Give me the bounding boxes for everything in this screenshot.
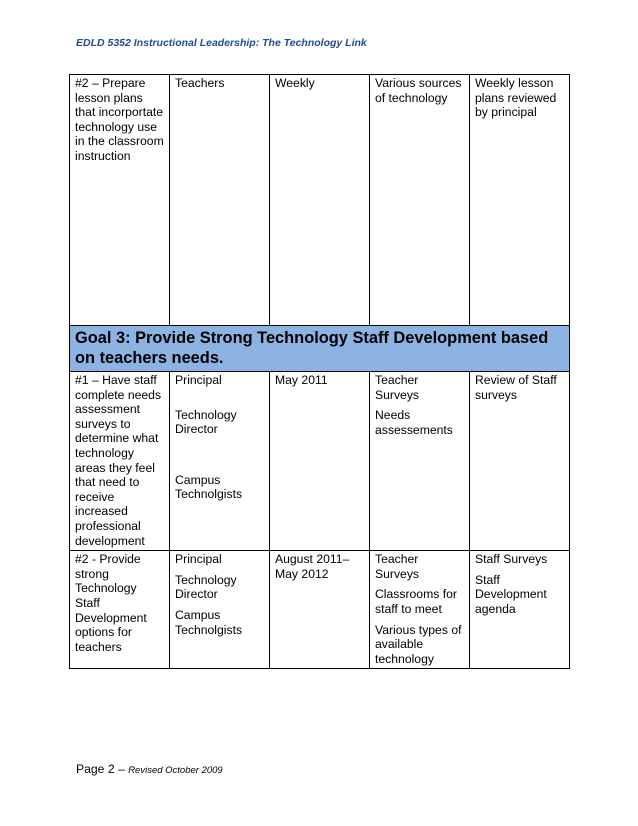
- page-header: EDLD 5352 Instructional Leadership: The Technology Link: [76, 37, 367, 49]
- person-text: Principal: [175, 373, 222, 387]
- person-cell: [170, 551, 270, 669]
- evaluation-text: Weekly lesson plans reviewed by principal: [475, 76, 557, 120]
- person-text: Campus Technolgists: [175, 472, 243, 502]
- timeline-cell: [270, 372, 370, 551]
- evaluation-cell: [470, 75, 570, 326]
- evaluation-cell: [470, 551, 570, 669]
- page-number: Page 2 –: [76, 762, 125, 776]
- resources-cell: [370, 75, 470, 326]
- resources-cell: [370, 551, 470, 669]
- objective-cell: [70, 75, 170, 326]
- resources-text: Teacher Surveys: [375, 552, 420, 581]
- person-text: Campus Technolgists: [175, 607, 243, 637]
- resources-text: Various types of available technology: [375, 622, 462, 666]
- objective-cell: [70, 551, 170, 669]
- timeline-text: August 2011– May 2012: [275, 552, 350, 581]
- resources-text: Needs assessements: [375, 408, 453, 437]
- resources-text: Teacher Surveys: [375, 373, 420, 402]
- person-text: Principal: [175, 552, 222, 567]
- page-footer: [76, 762, 223, 776]
- resources-text: Classrooms for staff to meet: [375, 587, 457, 616]
- evaluation-cell: [470, 372, 570, 551]
- goal-heading-row: [70, 326, 570, 372]
- table-row: [70, 75, 570, 326]
- timeline-cell: [270, 551, 370, 669]
- objective-text: #2 – Prepare lesson plans that incorportate technology use in the classroom instruction: [75, 76, 164, 163]
- objective-text: #2 - Provide strong Technology Staff Development options for teachers: [75, 552, 147, 654]
- evaluation-text: Staff Surveys: [475, 552, 548, 567]
- person-text: Technology Director: [175, 407, 237, 437]
- goal-heading: Goal 3: Provide Strong Technology Staff Development based on teachers needs.: [70, 326, 570, 372]
- evaluation-text: Review of Staff surveys: [475, 373, 557, 402]
- resources-cell: [370, 372, 470, 551]
- timeline-text: May 2011: [275, 373, 328, 387]
- resources-text: Various sources of technology: [375, 76, 462, 105]
- table-row: [70, 372, 570, 551]
- timeline-text: Weekly: [275, 76, 315, 90]
- evaluation-text: Staff Development agenda: [475, 572, 547, 616]
- table-row: [70, 551, 570, 669]
- person-text: Teachers: [175, 76, 225, 90]
- person-cell: [170, 372, 270, 551]
- objective-text: #1 – Have staff complete needs assessment surveys to determine what technology areas they feel that need to receive increased professional development: [75, 373, 162, 548]
- person-text: Technology Director: [175, 572, 237, 602]
- objective-cell: [70, 372, 170, 551]
- person-cell: [170, 75, 270, 326]
- action-plan-table: [69, 74, 570, 669]
- timeline-cell: [270, 75, 370, 326]
- revision-note: Revised October 2009: [128, 765, 223, 776]
